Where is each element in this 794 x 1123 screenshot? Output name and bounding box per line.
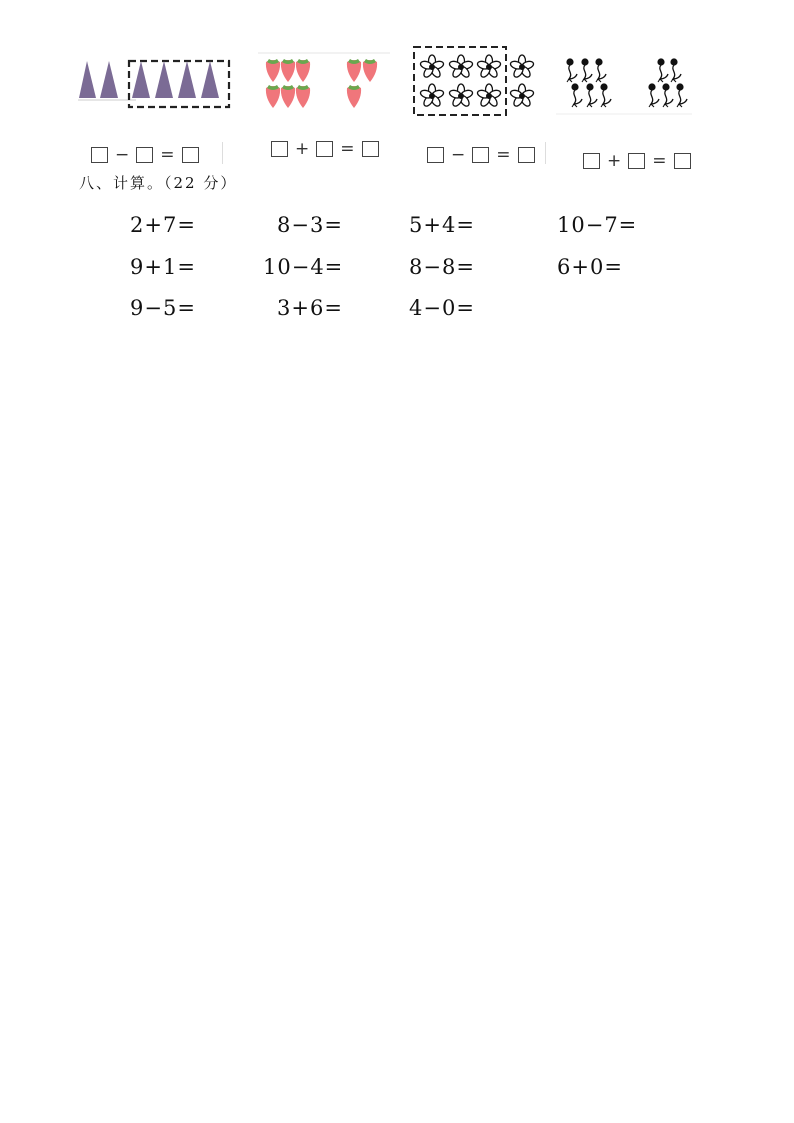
bird-icon — [595, 58, 606, 82]
strawberries-picture — [258, 50, 394, 112]
answer-box[interactable] — [182, 147, 199, 163]
picture-equation-3 — [427, 145, 535, 165]
problem: 10−7= — [557, 213, 638, 237]
birds-picture — [556, 52, 694, 118]
picture-equation-1 — [91, 145, 199, 165]
bird-icon — [581, 58, 592, 82]
operator: + — [295, 139, 310, 159]
flower-icon — [449, 55, 474, 79]
problem: 4−0= — [409, 296, 475, 320]
flower-icon — [477, 84, 502, 108]
strawberry-icon — [296, 85, 310, 108]
problem: 5+4= — [409, 213, 475, 237]
divider — [222, 142, 223, 164]
answer-box[interactable] — [136, 147, 153, 163]
triangle-icon — [100, 61, 118, 98]
equals-sign: = — [340, 139, 355, 159]
operator: − — [451, 145, 466, 165]
section-heading: 八、计算。（22 分） — [79, 174, 238, 192]
answer-box[interactable] — [674, 153, 691, 169]
divider — [545, 142, 546, 164]
flower-icon — [510, 55, 535, 79]
flower-icon — [477, 55, 502, 79]
problem: 2+7= — [130, 213, 196, 237]
flower-icon — [420, 55, 445, 79]
answer-box[interactable] — [427, 147, 444, 163]
problem: 8−8= — [409, 255, 475, 279]
bird-icon — [670, 58, 681, 82]
problem: 10−4= — [263, 255, 344, 279]
triangles-picture — [76, 56, 234, 111]
flowers-picture — [411, 44, 541, 118]
answer-box[interactable] — [628, 153, 645, 169]
equals-sign: = — [652, 151, 667, 171]
triangle-icon — [79, 61, 96, 98]
answer-box[interactable] — [316, 141, 333, 157]
bird-icon — [586, 83, 597, 107]
equals-sign: = — [160, 145, 175, 165]
problem: 9+1= — [130, 255, 196, 279]
triangle-icon — [178, 61, 196, 98]
triangle-icon — [201, 61, 219, 98]
answer-box[interactable] — [583, 153, 600, 169]
flower-icon — [449, 84, 474, 108]
operator: − — [115, 145, 130, 165]
problem: 6+0= — [557, 255, 623, 279]
bird-icon — [657, 58, 668, 82]
problem: 9−5= — [130, 296, 196, 320]
bird-icon — [566, 58, 577, 82]
strawberry-icon — [296, 59, 310, 82]
equals-sign: = — [496, 145, 511, 165]
answer-box[interactable] — [271, 141, 288, 157]
triangle-icon — [132, 61, 150, 98]
answer-box[interactable] — [362, 141, 379, 157]
answer-box[interactable] — [472, 147, 489, 163]
strawberry-icon — [266, 85, 280, 108]
triangle-icon — [155, 61, 173, 98]
answer-box[interactable] — [91, 147, 108, 163]
answer-box[interactable] — [518, 147, 535, 163]
bird-icon — [662, 83, 673, 107]
strawberry-icon — [266, 59, 280, 82]
bird-icon — [648, 83, 659, 107]
strawberry-icon — [281, 85, 295, 108]
flower-icon — [510, 84, 535, 108]
strawberry-icon — [347, 59, 361, 82]
strawberry-icon — [281, 59, 295, 82]
problem: 3+6= — [277, 296, 343, 320]
strawberry-icon — [347, 85, 361, 108]
bird-icon — [676, 83, 687, 107]
flower-icon — [420, 84, 445, 108]
problem: 8−3= — [277, 213, 343, 237]
picture-equation-2 — [271, 139, 379, 159]
picture-equation-4 — [583, 151, 691, 171]
operator: + — [607, 151, 622, 171]
strawberry-icon — [363, 59, 377, 82]
bird-icon — [571, 83, 582, 107]
bird-icon — [600, 83, 611, 107]
